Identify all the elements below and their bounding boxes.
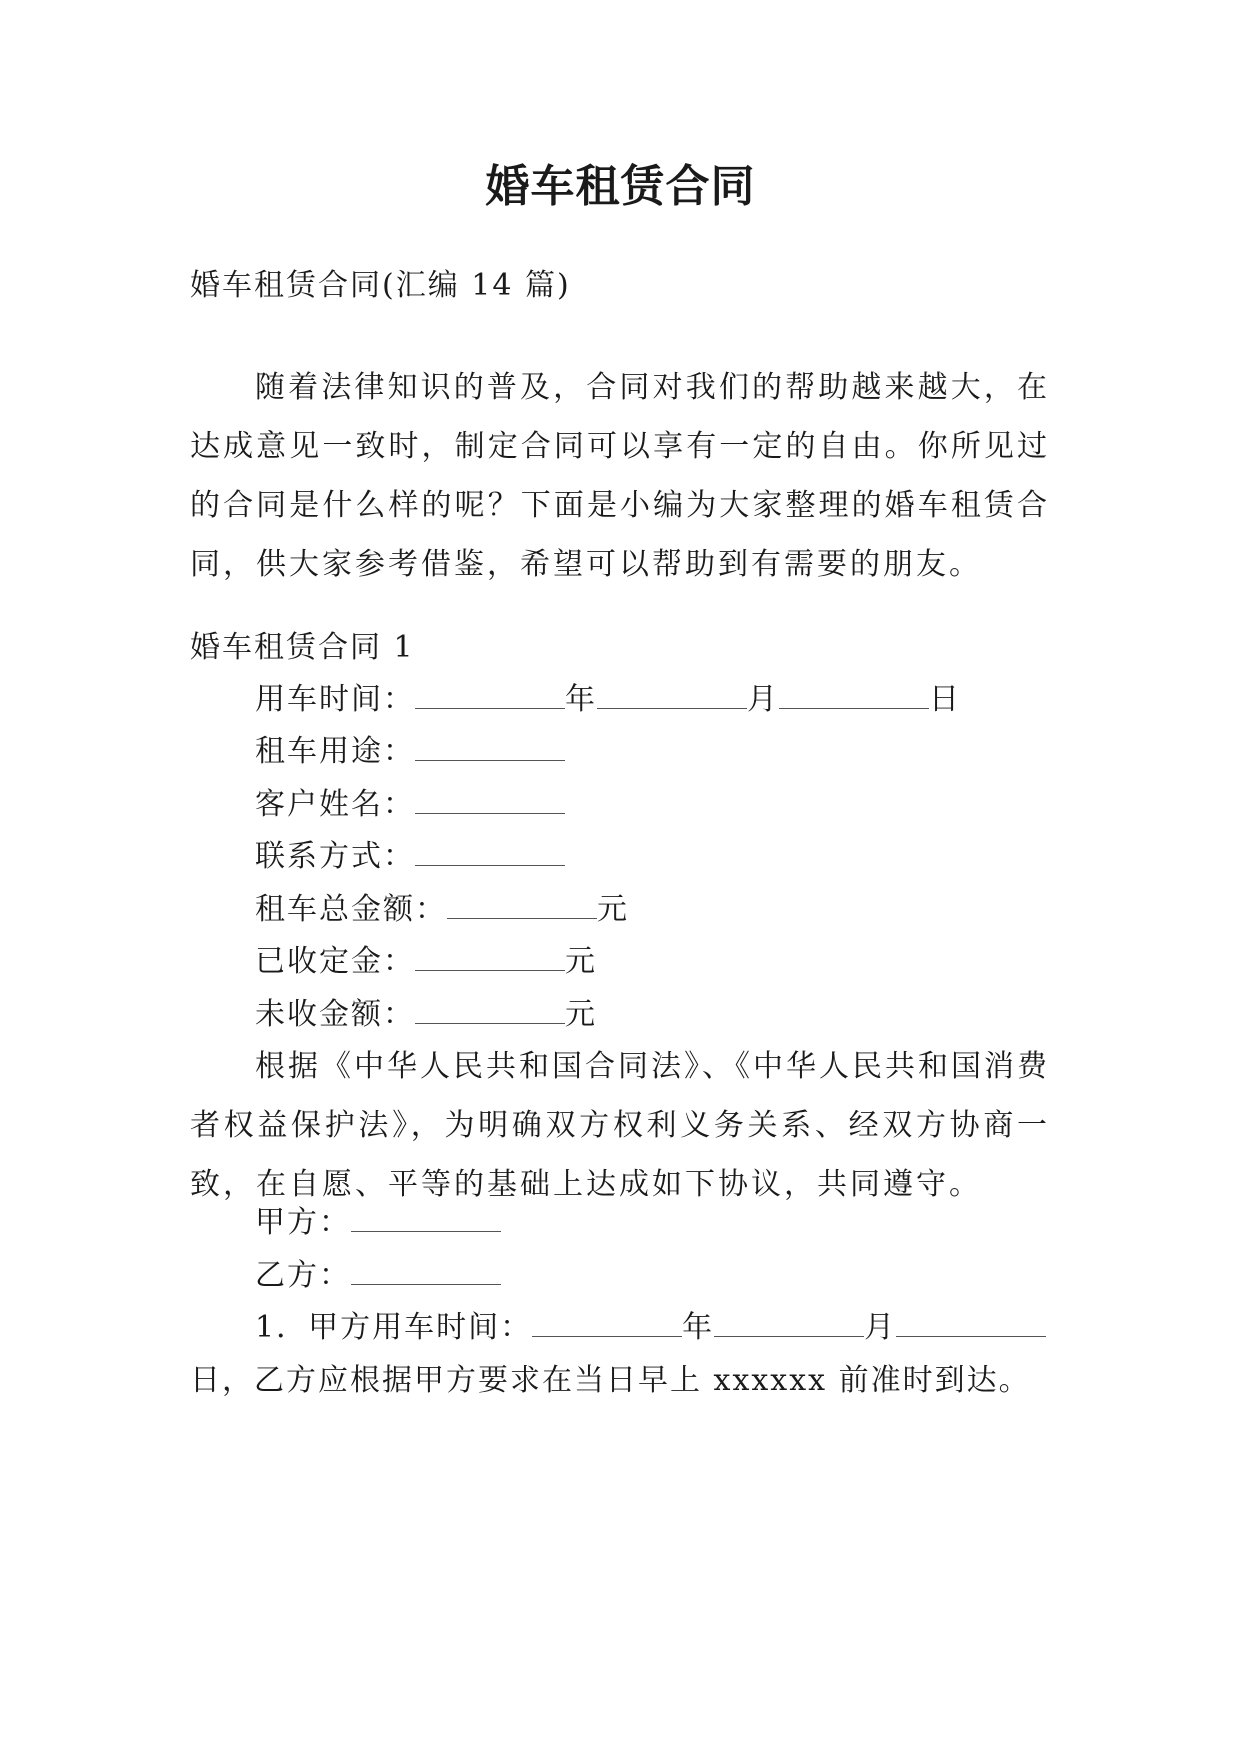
purpose-label: 租车用途： bbox=[255, 734, 415, 769]
clause-1-year-blank bbox=[532, 1310, 682, 1337]
deposit-blank bbox=[415, 944, 565, 971]
clause-1-start: 1．甲方用车时间： bbox=[255, 1310, 533, 1345]
intro-paragraph: 随着法律知识的普及，合同对我们的帮助越来越大，在达成意见一致时，制定合同可以享有一定的自由。你所见过的合同是什么样的呢？下面是小编为大家整理的婚车租赁合同，供大家参考借鉴，希望可以帮助到有需要的朋友。 bbox=[190, 370, 1050, 582]
party-a-label: 甲方： bbox=[255, 1205, 351, 1240]
customer-label: 客户姓名： bbox=[255, 787, 415, 822]
section-heading: 婚车租赁合同 1 bbox=[190, 630, 415, 665]
use-time-label: 用车时间： bbox=[255, 682, 415, 717]
month-label: 月 bbox=[747, 682, 779, 717]
year-label: 年 bbox=[565, 682, 597, 717]
party-b-label: 乙方： bbox=[255, 1258, 351, 1293]
party-a-row bbox=[255, 1203, 501, 1243]
total-unit: 元 bbox=[597, 892, 629, 927]
clause-1-year: 年 bbox=[682, 1310, 715, 1345]
unpaid-label: 未收金额： bbox=[255, 997, 415, 1032]
month-blank bbox=[597, 682, 747, 709]
unpaid-blank bbox=[415, 997, 565, 1024]
day-label: 日 bbox=[929, 682, 961, 717]
contact-label: 联系方式： bbox=[255, 839, 415, 874]
customer-row bbox=[255, 785, 565, 825]
clause-1-month-blank bbox=[714, 1310, 864, 1337]
party-b-blank bbox=[351, 1258, 501, 1285]
unpaid-unit: 元 bbox=[565, 997, 597, 1032]
unpaid-row bbox=[255, 995, 597, 1035]
customer-blank bbox=[415, 787, 565, 814]
party-a-blank bbox=[351, 1205, 501, 1232]
clause-1-day-blank bbox=[896, 1310, 1046, 1337]
day-blank bbox=[779, 682, 929, 709]
deposit-label: 已收定金： bbox=[255, 944, 415, 979]
clause-1-month: 月 bbox=[864, 1310, 897, 1345]
party-b-row bbox=[255, 1256, 501, 1296]
document-title: 婚车租赁合同 bbox=[485, 161, 756, 212]
document-subtitle: 婚车租赁合同(汇编 14 篇) bbox=[190, 268, 571, 303]
basis-paragraph: 根据《中华人民共和国合同法》、《中华人民共和国消费者权益保护法》，为明确双方权利义务关系、经双方协商一致，在自愿、平等的基础上达成如下协议，共同遵守。 bbox=[190, 1049, 1050, 1202]
contact-row bbox=[255, 837, 565, 877]
deposit-row bbox=[255, 942, 597, 982]
clause-1-end: 日，乙方应根据甲方要求在当日早上 xxxxxx 前准时到达。 bbox=[190, 1363, 1031, 1398]
use-time-row bbox=[255, 680, 961, 720]
deposit-unit: 元 bbox=[565, 944, 597, 979]
clause-1-row bbox=[255, 1308, 1046, 1348]
total-row bbox=[255, 890, 629, 930]
year-blank bbox=[415, 682, 565, 709]
purpose-blank bbox=[415, 734, 565, 761]
total-label: 租车总金额： bbox=[255, 892, 447, 927]
purpose-row bbox=[255, 732, 565, 772]
total-blank bbox=[447, 892, 597, 919]
contact-blank bbox=[415, 839, 565, 866]
